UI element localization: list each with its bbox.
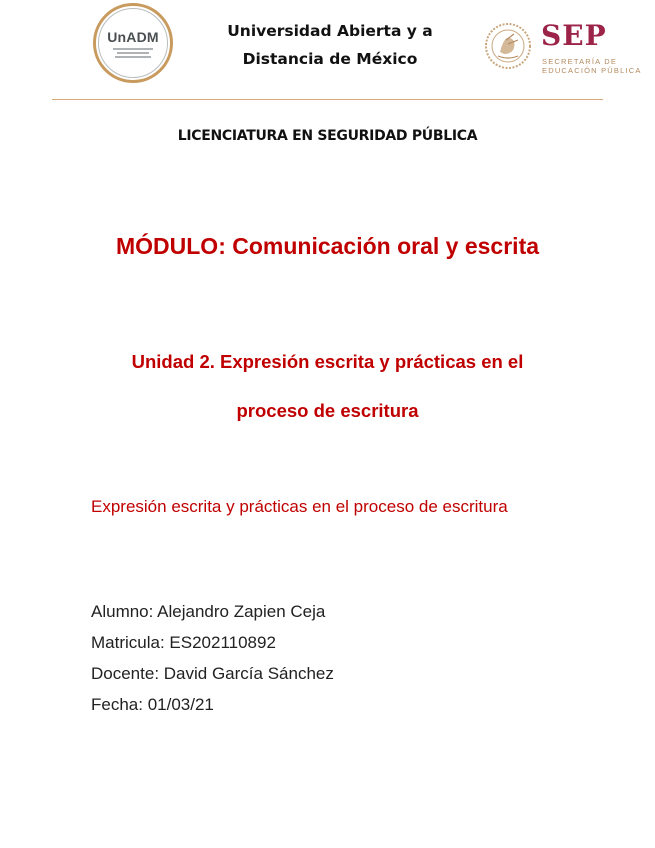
sep-subtitle-line2: EDUCACIÓN PÚBLICA [542,66,642,75]
mexico-seal-icon [484,22,532,70]
unit-title [90,337,565,435]
sep-logo [484,20,644,80]
header-divider [52,99,603,100]
unadm-logo-text: UnADM [107,28,159,45]
university-name-line1: Universidad Abierta y a [227,22,433,40]
unadm-logo-emblem [98,8,168,78]
submission-date: Fecha: 01/03/21 [91,695,214,714]
student-info [91,596,334,720]
teacher-name: Docente: David García Sánchez [91,664,334,683]
logo-line [113,48,153,50]
logo-line [115,56,151,58]
program-title: LICENCIATURA EN SEGURIDAD PÚBLICA [177,128,478,144]
student-id: Matricula: ES202110892 [91,633,276,652]
unadm-logo [93,3,173,83]
university-name-line2: Distancia de México [242,50,418,68]
logo-line [117,52,149,54]
sep-subtitle-line1: SECRETARÍA DE [542,57,618,66]
sep-wordmark: SEP [541,19,607,52]
student-name: Alumno: Alejandro Zapien Ceja [91,602,326,621]
unit-title-line1: Unidad 2. Expresión escrita y prácticas en el [131,351,524,372]
activity-title: Expresión escrita y prácticas en el proceso de escritura [91,497,508,516]
unit-title-line2: proceso de escritura [236,400,419,421]
university-name [205,17,455,73]
document-header [0,0,655,100]
module-title: MÓDULO: Comunicación oral y escrita [115,233,540,259]
sep-subtitle [542,57,642,75]
